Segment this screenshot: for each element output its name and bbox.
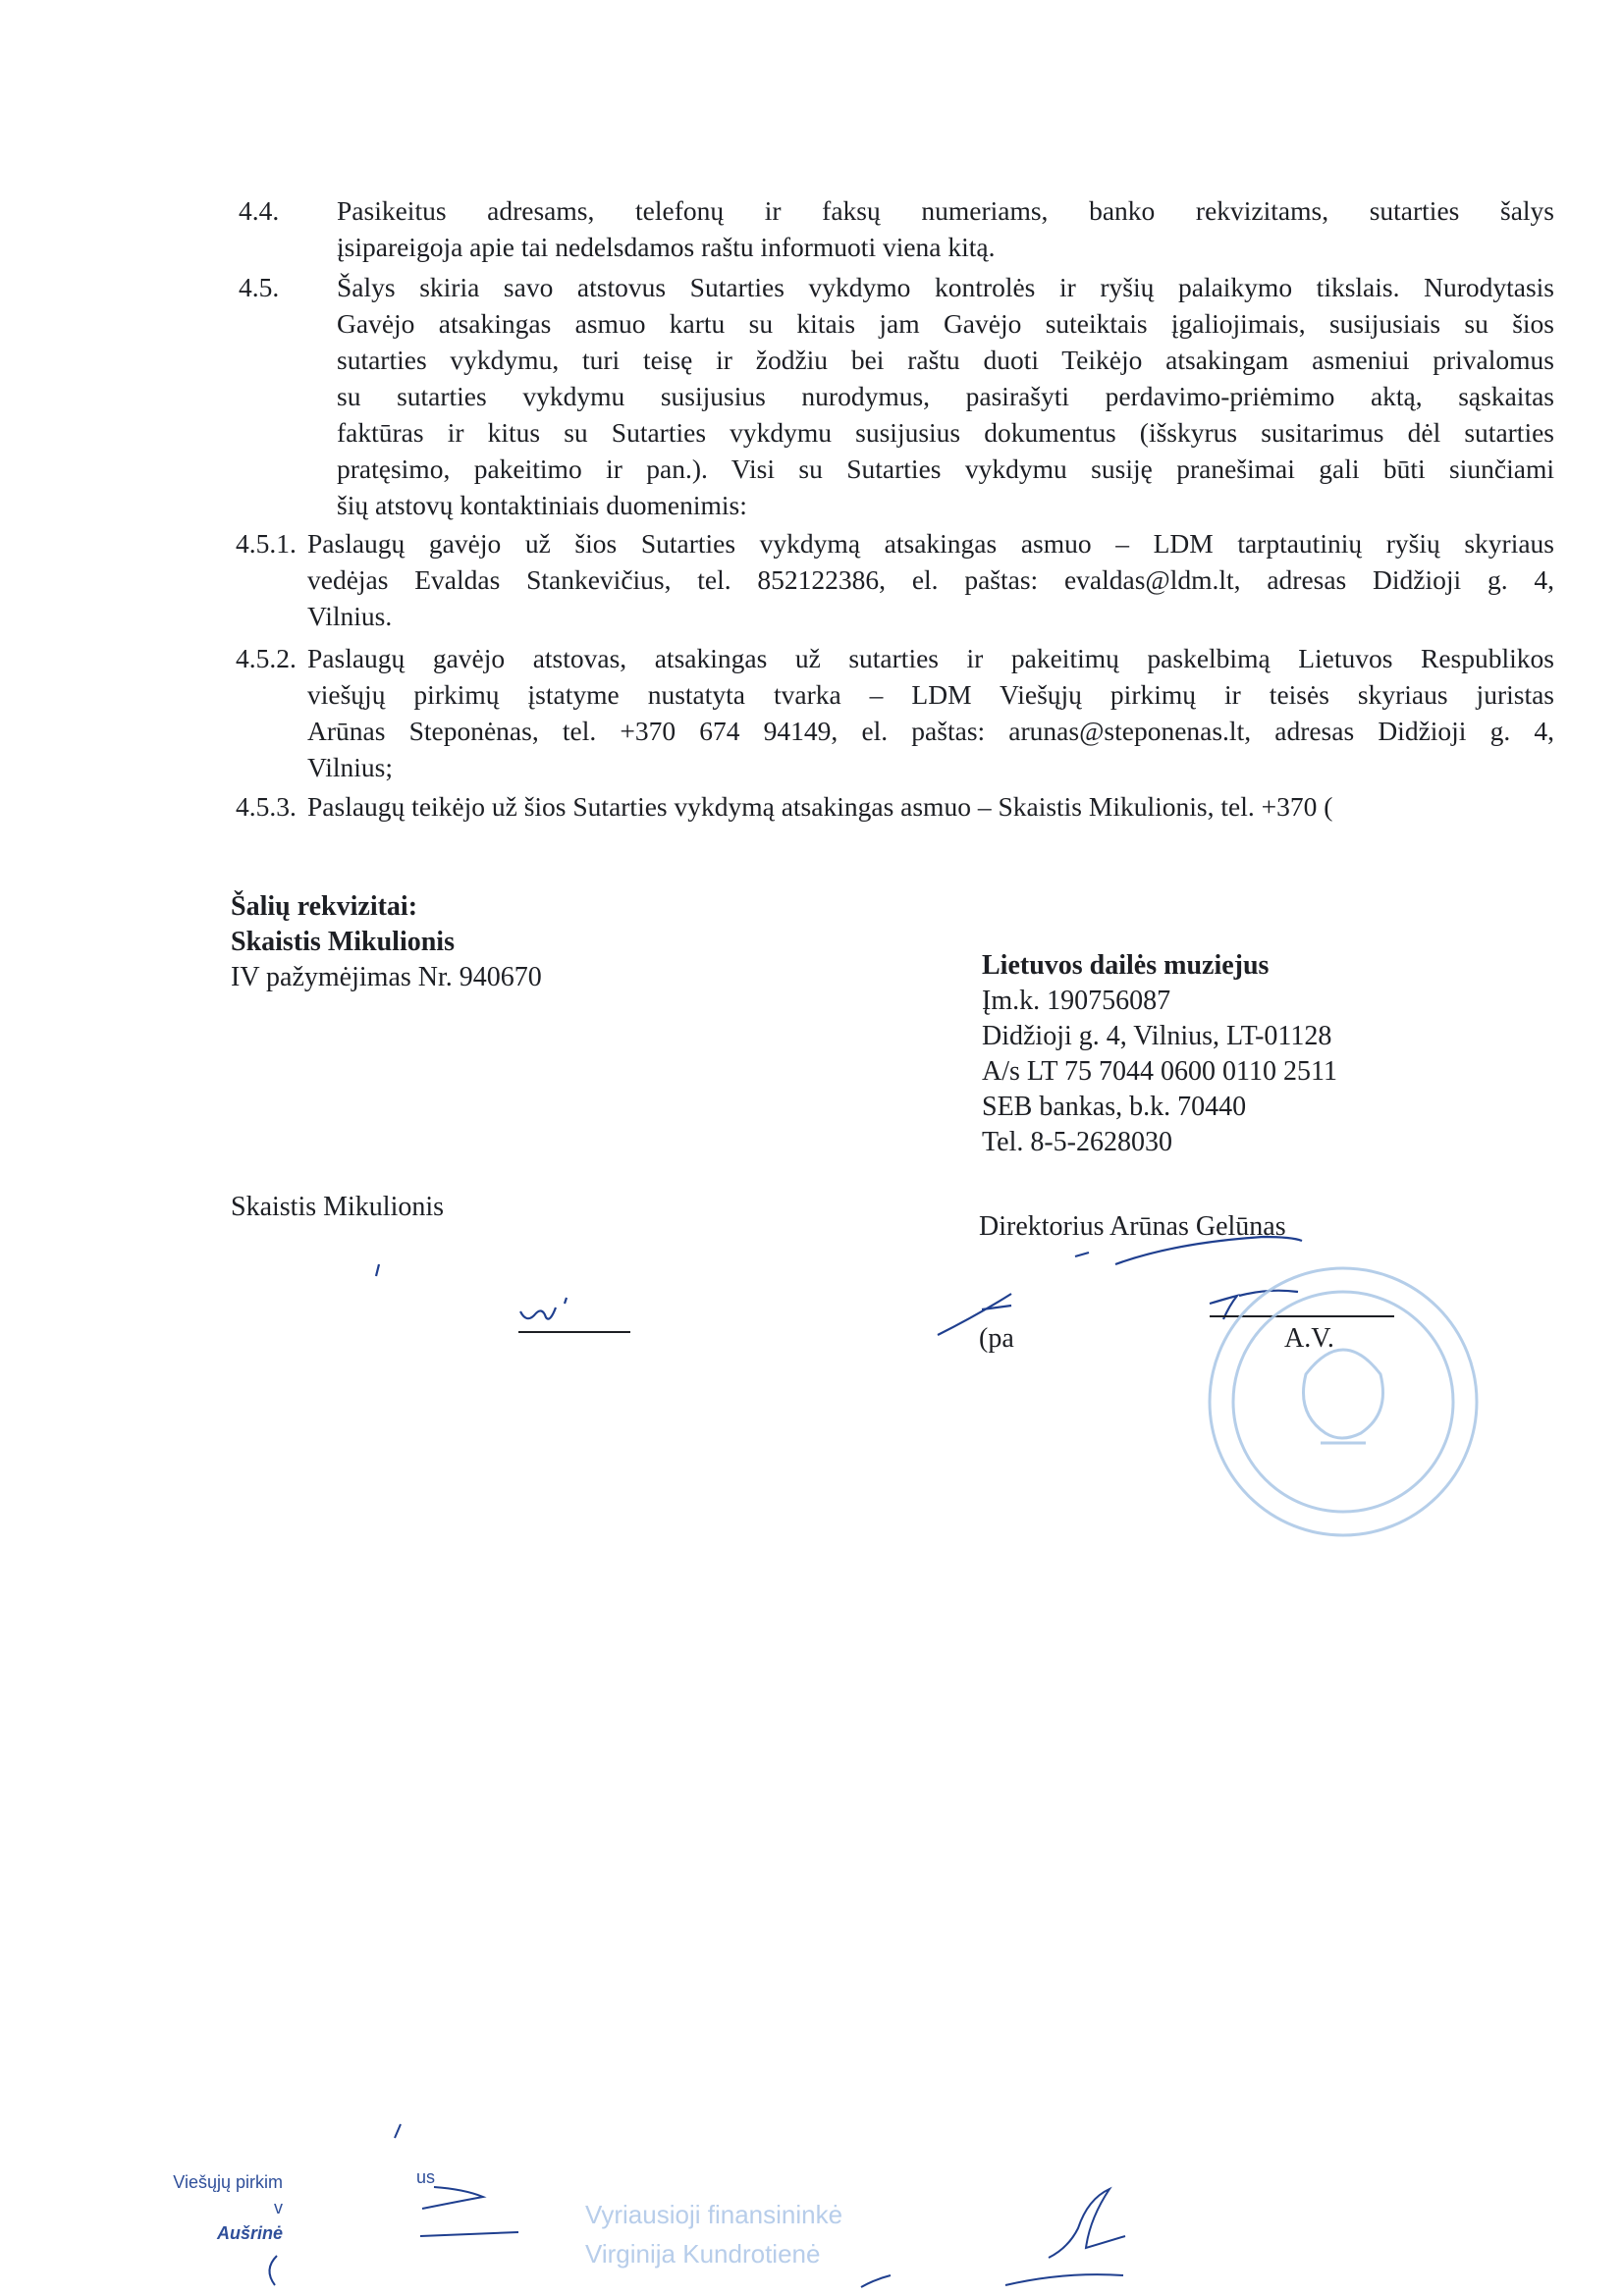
director-signature — [938, 1237, 1302, 1335]
footer-mid-initials: us — [416, 2167, 436, 2187]
sign-hint: (pa — [979, 1323, 1014, 1354]
footer-left-line: Aušrinė — [216, 2223, 283, 2243]
museum-name: Lietuvos dailės muziejus — [982, 950, 1270, 981]
text-line: vedėjas Evaldas Stankevičius, tel. 852122386, el. paštas: evaldas@ldm.lt, adresas Didžioji g. 4, — [307, 564, 1554, 595]
museum-detail-line: Didžioji g. 4, Vilnius, LT-01128 — [982, 1021, 1332, 1051]
text-line: Paslaugų gavėjo už šios Sutarties vykdymą atsakingas asmuo – LDM tarptautinių ryšių skyriaus — [307, 528, 1554, 559]
text-line: viešųjų pirkimų įstatyme nustatyta tvarka – LDM Viešųjų pirkimų ir teisės skyriaus juristas — [307, 679, 1554, 710]
text-line: faktūras ir kitus su Sutarties vykdymu susijusius dokumentus (išskyrus susitarimus dėl sutarties — [337, 417, 1554, 448]
requisites-heading: Šalių rekvizitai: — [231, 891, 418, 922]
clause-number: 4.4. — [239, 195, 280, 226]
provider-id-line: IV pažymėjimas Nr. 940670 — [231, 962, 542, 992]
accountant-title: Vyriausioji finansininkė — [585, 2200, 843, 2229]
text-line: Paslaugų teikėjo už šios Sutarties vykdymą atsakingas asmuo – Skaistis Mikulionis, tel. +370 ( — [307, 791, 1333, 822]
provider-signature-name: Skaistis Mikulionis — [231, 1192, 445, 1222]
museum-detail-line: SEB bankas, b.k. 70440 — [982, 1092, 1247, 1122]
footer-accountant-block — [585, 2195, 842, 2273]
museum-detail-line: Įm.k. 190756087 — [982, 986, 1171, 1016]
text-line: šių atstovų kontaktiniais duomenimis: — [337, 490, 747, 520]
footer-left-line: Viešųjų pirkim — [173, 2172, 283, 2192]
text-line: Gavėjo atsakingas asmuo kartu su kitais jam Gavėjo suteiktais įgaliojimais, susijusiais su šios — [337, 308, 1554, 339]
text-line: Vilnius. — [307, 601, 393, 631]
footer-procurement-block — [165, 2169, 283, 2246]
provider-name: Skaistis Mikulionis — [231, 927, 455, 957]
text-line: Vilnius; — [307, 752, 393, 782]
museum-detail-line: A/s LT 75 7044 0600 0110 2511 — [982, 1056, 1337, 1087]
clause-number: 4.5. — [239, 272, 280, 302]
text-line: Šalys skiria savo atstovus Sutarties vykdymo kontrolės ir ryšių palaikymo tikslais. Nurodytasis — [337, 272, 1554, 302]
text-line: įsipareigoja apie tai nedelsdamos raštu informuoti viena kitą. — [337, 232, 996, 262]
museum-detail-line: Tel. 8-5-2628030 — [982, 1127, 1173, 1157]
text-line: pratęsimo, pakeitimo ir pan.). Visi su Sutarties vykdymu susiję pranešimai gali būti siunčiami — [337, 454, 1554, 484]
official-stamp — [1210, 1268, 1477, 1535]
text-line: su sutarties vykdymu susijusius nurodymus, pasirašyti perdavimo-priėmimo aktą, sąskaitas — [337, 381, 1554, 411]
text-line: Paslaugų gavėjo atstovas, atsakingas už sutarties ir pakeitimų paskelbimą Lietuvos Respublikos — [307, 643, 1554, 673]
director-line: Direktorius Arūnas Gelūnas — [979, 1211, 1286, 1242]
text-line: Arūnas Steponėnas, tel. +370 674 94149, el. paštas: arunas@steponenas.lt, adresas Didžioji g. 4, — [307, 716, 1554, 746]
accountant-name: Virginija Kundrotienė — [585, 2239, 821, 2269]
footer-left-line: v — [274, 2198, 283, 2217]
stamp-label: A.V. — [1284, 1323, 1334, 1354]
clause-number: 4.5.3. — [236, 791, 297, 822]
text-line: Pasikeitus adresams, telefonų ir faksų numeriams, banko rekvizitams, sutarties šalys — [337, 195, 1554, 226]
clause-number: 4.5.1. — [236, 528, 297, 559]
text-line: sutarties vykdymu, turi teisę ir žodžiu bei raštu duoti Teikėjo atsakingam asmeniui privalomus — [337, 345, 1554, 375]
provider-signature — [376, 1264, 567, 1319]
clause-number: 4.5.2. — [236, 643, 297, 673]
